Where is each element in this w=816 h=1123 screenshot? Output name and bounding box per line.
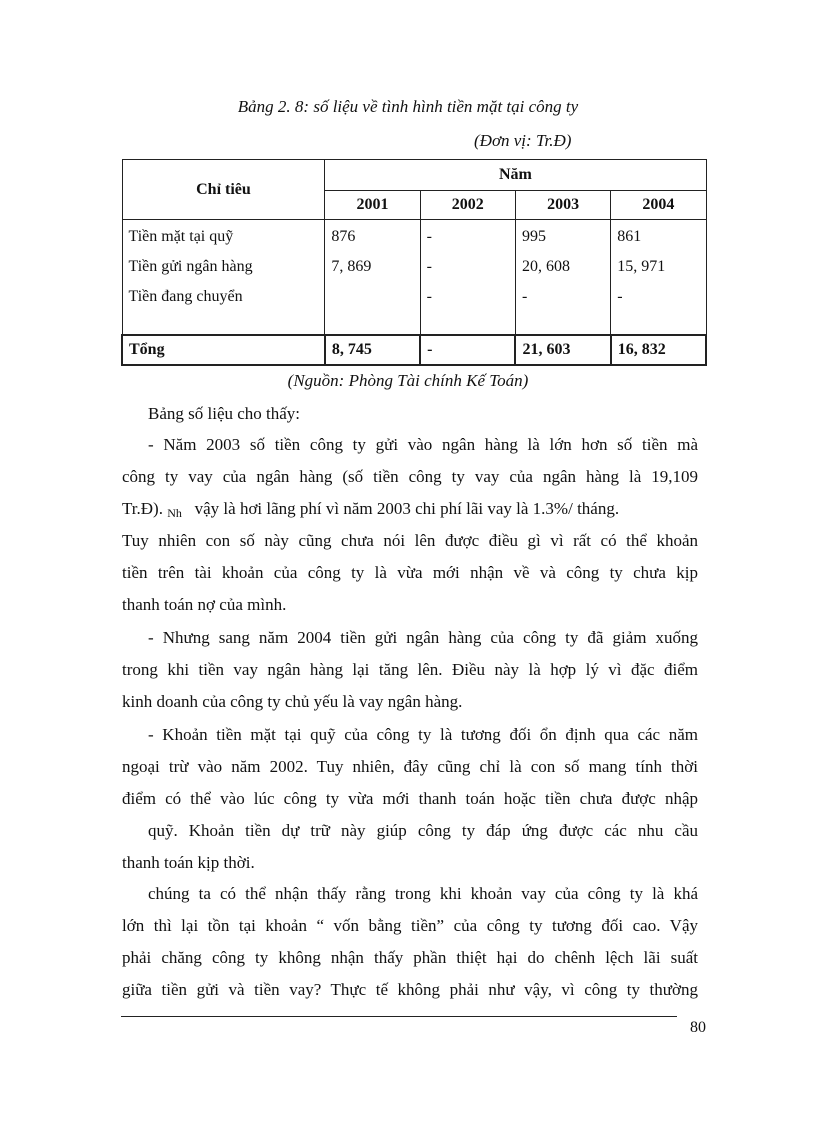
text-line: Bảng số liệu cho thấy:: [148, 404, 301, 423]
cash-table: [121, 159, 707, 366]
text-fragment: Tr.Đ).: [122, 499, 163, 518]
total-cell: 16, 832: [611, 335, 706, 365]
text-line: kinh doanh của công ty chủ yếu là vay ngân hàng.: [122, 692, 463, 711]
year-column: [325, 220, 420, 336]
row-label: Tiền đang chuyển: [128, 288, 243, 305]
year-header: 2003: [515, 191, 610, 220]
text-fragment: Nh: [167, 506, 182, 520]
text-fragment: vậy là hơi lãng phí vì năm 2003 chi phí lãi vay là 1.3%/ tháng.: [194, 499, 620, 518]
text-line: tiền trên tài khoản của công ty là vừa mới nhận về và công ty chưa kịp: [122, 563, 698, 582]
table-body-row: [122, 220, 706, 336]
text-line: - Năm 2003 số tiền công ty gửi vào ngân hàng là lớn hơn số tiền mà: [148, 435, 698, 454]
total-cell: 21, 603: [515, 335, 610, 365]
header-group: Năm: [325, 160, 706, 191]
total-row: [122, 335, 706, 365]
total-cell: -: [420, 335, 515, 365]
paragraph-conclusion: [122, 878, 698, 1006]
footer-rule: [121, 1016, 677, 1017]
cell: 20, 608: [521, 258, 570, 275]
year-column: [611, 220, 706, 336]
text-line: - Khoản tiền mặt tại quỹ của công ty là tương đối ổn định qua các năm: [148, 725, 698, 744]
text-line: [122, 493, 698, 525]
cell: -: [617, 288, 623, 305]
cell: -: [426, 288, 432, 305]
cell: [331, 282, 413, 312]
cell: 995: [521, 228, 546, 245]
text-line: chúng ta có thể nhận thấy rằng trong khi khoản vay của công ty là khá: [148, 884, 698, 903]
text-line: quỹ. Khoản tiền dự trữ này giúp công ty đáp ứng được các nhu cầu: [148, 821, 698, 840]
row-label: Tiền gửi ngân hàng: [128, 258, 253, 275]
text-line: Tuy nhiên con số này cũng chưa nói lên được điều gì vì rất có thể khoản: [122, 531, 698, 550]
text-line: - Nhưng sang năm 2004 tiền gửi ngân hàng của công ty đã giảm xuống: [148, 628, 698, 647]
table-unit: (Đơn vị: Tr.Đ): [474, 131, 572, 150]
page-number: 80: [690, 1019, 706, 1036]
row-labels: [122, 220, 325, 336]
text-line: lớn thì lại tồn tại khoản “ vốn bằng tiền” của công ty tương đối cao. Vậy: [122, 916, 698, 935]
text-line: công ty vay của ngân hàng (số tiền công ty vay của ngân hàng là 19,109: [122, 467, 698, 486]
cell: 7, 869: [331, 258, 372, 275]
year-header: 2001: [325, 191, 420, 220]
cell: -: [426, 228, 432, 245]
total-label: Tổng: [122, 335, 325, 365]
text-line: thanh toán kịp thời.: [122, 853, 255, 872]
cell: -: [521, 288, 528, 305]
text-line: giữa tiền gửi và tiền vay? Thực tế không phải như vậy, vì công ty thường: [122, 980, 698, 999]
cell: 15, 971: [617, 258, 666, 275]
text-line: điểm có thể vào lúc công ty vừa mới thanh toán hoặc tiền chưa được nhập: [122, 789, 698, 808]
cell: 876: [331, 228, 356, 245]
row-label: Tiền mặt tại quỹ: [128, 228, 234, 245]
text-line: phải chăng công ty không nhận thấy phần thiệt hại do chênh lệch lãi suất: [122, 948, 698, 967]
cell: -: [426, 258, 432, 275]
paragraph-cash-fund: [122, 719, 698, 879]
year-column: [515, 220, 610, 336]
text-line: trong khi tiền vay ngân hàng lại tăng lên. Điều này là hợp lý vì đặc điểm: [122, 660, 698, 679]
total-cell: 8, 745: [325, 335, 420, 365]
year-header: 2002: [420, 191, 515, 220]
year-column: [420, 220, 515, 336]
paragraph-2003: [122, 429, 698, 621]
text-line: ngoại trừ vào năm 2002. Tuy nhiên, đây cũng chỉ là con số mang tính thời: [122, 757, 698, 776]
year-header: 2004: [611, 191, 706, 220]
paragraph-intro: [148, 398, 724, 430]
header-label: Chỉ tiêu: [122, 160, 325, 220]
text-line: thanh toán nợ của mình.: [122, 595, 287, 614]
table-caption: Bảng 2. 8: số liệu về tình hình tiền mặt tại công ty: [237, 97, 579, 116]
paragraph-2004: [122, 622, 698, 718]
cell: 861: [617, 228, 642, 245]
table-source: (Nguồn: Phòng Tài chính Kế Toán): [287, 371, 529, 390]
